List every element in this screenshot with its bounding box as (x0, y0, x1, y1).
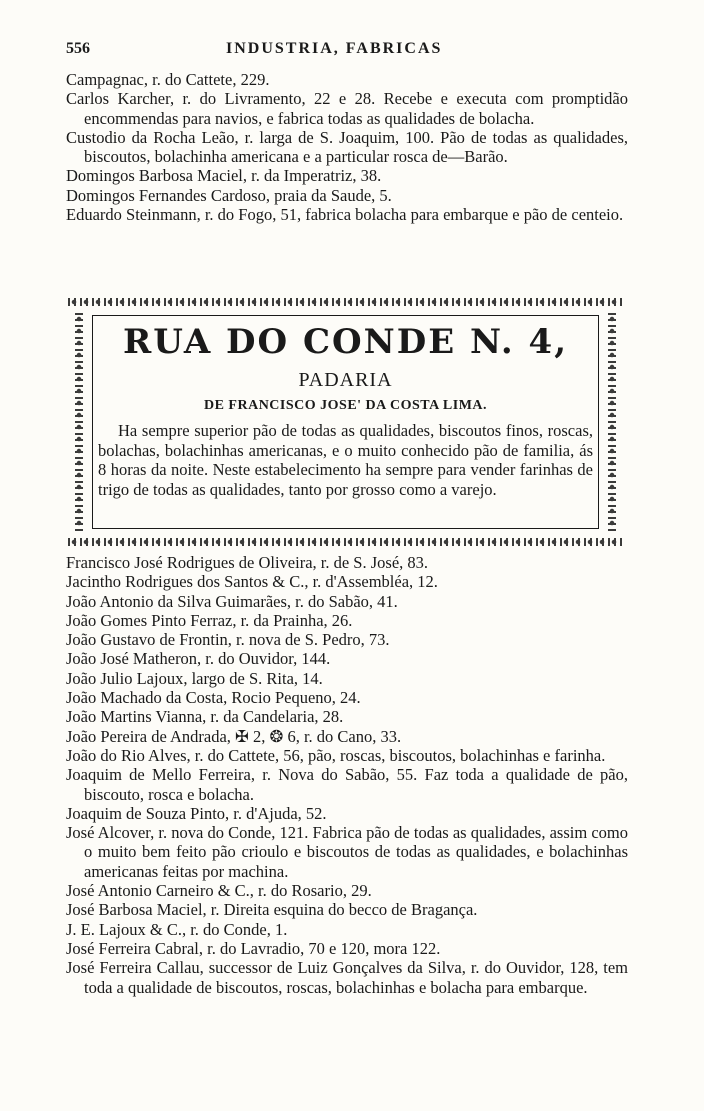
advertisement-box (68, 291, 623, 553)
advertisement-owner: DE FRANCISCO JOSE' DA COSTA LIMA. (203, 398, 488, 413)
directory-entry: Joaquim de Souza Pinto, r. d'Ajuda, 52. (66, 803, 327, 823)
ornamental-border-bottom (68, 531, 623, 553)
directory-entry: Carlos Karcher, r. do Livramento, 22 e 28. Recebe e executa com promptidão encommendas para navios, e fabrica todas as qualidades de bolacha. (66, 89, 628, 128)
directory-entry: José Ferreira Callau, successor de Luiz Gonçalves da Silva, r. do Ouvidor, 128, tem toda a qualidade de biscoutos, roscas, bolachinhas e bolacha para embarque. (66, 958, 628, 997)
directory-entry: José Alcover, r. nova do Conde, 121. Fabrica pão de todas as qualidades, assim como o muito bem feito pão crioulo e biscoutos de todas as qualidades, e bolachinhas americanas feitas por machina. (66, 823, 628, 881)
directory-entry: J. E. Lajoux & C., r. do Conde, 1. (66, 919, 288, 939)
directory-entry: João José Matheron, r. do Ouvidor, 144. (66, 649, 331, 669)
directory-entry: João Pereira de Andrada, ✠ 2, ❂ 6, r. do Cano, 33. (66, 726, 402, 746)
directory-entry: Joaquim de Mello Ferreira, r. Nova do Sabão, 55. Faz toda a qualidade de pão, biscouto, rosca e bolacha. (66, 765, 628, 804)
directory-entry: João Julio Lajoux, largo de S. Rita, 14. (66, 668, 323, 688)
ornamental-border-left (68, 313, 90, 531)
advertisement-title: RUA DO CONDE N. 4, (122, 322, 569, 362)
directory-entry: Jacintho Rodrigues dos Santos & C., r. d'Assembléa, 12. (66, 572, 438, 592)
advertisement-content (98, 319, 593, 499)
directory-entry: Eduardo Steinmann, r. do Fogo, 51, fabrica bolacha para embarque e pão de centeio. (66, 205, 624, 225)
directory-entry: João Machado da Costa, Rocio Pequeno, 24. (66, 688, 361, 708)
directory-entry: Domingos Fernandes Cardoso, praia da Saude, 5. (66, 185, 392, 205)
directory-entry: João Martins Vianna, r. da Candelaria, 28. (66, 707, 344, 727)
page-header (66, 40, 630, 66)
directory-entry: José Antonio Carneiro & C., r. do Rosario, 29. (66, 881, 372, 901)
entries-after-ad (66, 553, 628, 997)
page-number: 556 (66, 40, 90, 57)
entries-before-ad (66, 70, 628, 224)
directory-entry: Francisco José Rodrigues de Oliveira, r. de S. José, 83. (66, 553, 429, 572)
advertisement-body: Ha sempre superior pão de todas as qualidades, biscoutos finos, roscas, bolachas, bolachinhas americanas, e o muito conhecido pão de familia, ás 8 horas da noite. Neste estabelecimento ha sempre para vender farinhas de trigo de todas as qualidades, tanto por grosso como a varejo. (98, 421, 593, 499)
ornamental-border-top (68, 291, 623, 313)
directory-entry: João Gustavo de Frontin, r. nova de S. Pedro, 73. (66, 630, 390, 650)
directory-entry: João Gomes Pinto Ferraz, r. da Prainha, 26. (66, 610, 353, 630)
directory-entry: Domingos Barbosa Maciel, r. da Imperatriz, 38. (66, 166, 382, 186)
advertisement-subtitle: PADARIA (298, 369, 393, 391)
running-title: INDUSTRIA, FABRICAS (226, 40, 443, 57)
directory-entry: José Barbosa Maciel, r. Direita esquina do becco de Bragança. (66, 900, 478, 920)
directory-entry: João Antonio da Silva Guimarães, r. do Sabão, 41. (66, 591, 398, 611)
directory-entry: Campagnac, r. do Cattete, 229. (66, 70, 270, 89)
directory-entry: Custodio da Rocha Leão, r. larga de S. Joaquim, 100. Pão de todas as qualidades, biscoutos, bolachinha americana e a particular rosca de—Barão. (66, 127, 628, 167)
ornamental-border-right (601, 313, 623, 531)
directory-entry: José Ferreira Cabral, r. do Lavradio, 70 e 120, mora 122. (66, 938, 441, 958)
directory-entry: João do Rio Alves, r. do Cattete, 56, pão, roscas, biscoutos, bolachinhas e farinha. (66, 745, 606, 765)
